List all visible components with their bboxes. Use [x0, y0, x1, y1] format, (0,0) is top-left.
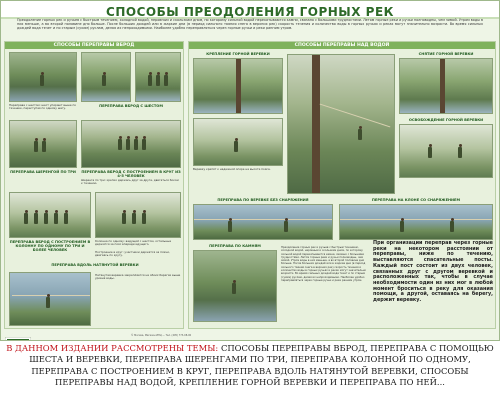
photo-rope-setup	[193, 118, 283, 166]
photo-three-rank-2	[9, 120, 77, 168]
photo-file-column	[9, 192, 91, 238]
figure	[34, 141, 38, 152]
photo-three-rank	[135, 52, 181, 102]
sub-pole: ПЕРЕПРАВА ВБРОД С ШЕСТОМ	[99, 104, 163, 108]
caption-three-rank: Шеренга по три: крепко держась друг за друга, двигаться боком к течению.	[81, 179, 179, 186]
text-column-1: Преодоление горных рек и ручьев с быстрым течением, холодной водой, неровным и скользким дном, по которому сильной водой перекатываются камни, связано с большими трудностями. Летом горные реки и ручьи полноводны, чем зимой. Утром воды в них меньше, а во второй половине дня больше. После больших дождей или в жаркие дни (в период сильного таяния снега в верхних рек) скорость течения и количество воды в горных ручьях и реках могут значительно возрасти. Во время сильных дождей вода течет и по старым (сухим) руслам, делая их непроходимыми. Наиболее удобно переправляться через горные ручьи и реки ранним утром.	[281, 246, 367, 282]
figure	[156, 75, 160, 86]
ford-panel-heading: СПОСОБЫ ПЕРЕПРАВЫ ВБРОД	[5, 42, 183, 49]
sub-no-gear: ПЕРЕПРАВА ПО ВЕРЕВКЕ БЕЗ СНАРЯЖЕНИЯ	[217, 198, 309, 202]
figure	[142, 213, 146, 224]
rope	[194, 219, 333, 220]
photo-tree-tie	[193, 58, 283, 114]
sub-circle: ПЕРЕПРАВА ВБРОД С ПОСТРОЕНИЕМ В КРУГ ИЗ 4-5 ЧЕЛОВЕК	[81, 170, 181, 179]
sub-file-rope: ПЕРЕПРАВА ВБРОД С ПОСТРОЕНИЕМ В КОЛОННУ ПО ОДНОМУ ПО ТРИ И БОЛЕЕ ЧЕЛОВЕК	[9, 240, 91, 253]
figure	[400, 221, 404, 232]
tree-trunk	[236, 59, 241, 114]
caption-file-column: Колонна по одному: ведущий с шестом, остальные держатся за пояс впереди идущего.	[95, 240, 172, 247]
figure	[118, 139, 122, 150]
sub-release: ОСВОБОЖДЕНИЕ ГОРНОЙ ВЕРЕВКИ	[408, 118, 484, 122]
photo-file-column-2	[95, 192, 181, 238]
figure	[450, 221, 454, 232]
caption-circle: Построение в круг: участники держатся за плечи, двигаясь по кругу.	[95, 251, 170, 258]
photo-pole-crossing-2	[81, 52, 131, 102]
figure	[148, 75, 152, 86]
figure	[102, 75, 106, 86]
figure	[34, 213, 38, 224]
figure	[46, 297, 50, 308]
figure	[228, 221, 232, 232]
caption-along-rope: Натянутая веревка закрепляется на обоих берегах выше уровня воды.	[95, 274, 181, 281]
caption-pole: Переправа с шестом: шест упирают выше по течению, переступая по одному шагу.	[9, 104, 76, 111]
rope	[320, 104, 391, 128]
figure	[134, 139, 138, 150]
photo-removal	[399, 58, 493, 114]
figure	[232, 283, 236, 294]
figure	[40, 75, 44, 86]
photo-with-gear	[339, 204, 493, 240]
caption-tree-tie: Веревку крепят к надежной опоре на высоте пояса.	[193, 168, 271, 171]
photo-crossing-branch	[287, 54, 395, 194]
topics-list: СПОСОБЫ ПЕРЕПРАВЫ ВБРОД, ПЕРЕПРАВА С ПОМОЩЬЮ ШЕСТА И ВЕРЕВКИ, ПЕРЕПРАВА ШЕРЕНГАМИ ПО ТРИ, ПЕРЕПРАВА КОЛОННОЙ ПО ОДНОМУ, ПЕРЕПРАВА С ПОСТРОЕНИЕМ В КРУГ, ПЕРЕПРАВА ВДОЛЬ НАТЯНУТОЙ ВЕРЕВКИ, СПОСОБЫ ПЕРЕПРАВЫ НАД ВОДОЙ, КРЕПЛЕНИЕ ГОРНОЙ ВЕРЕВКИ И ПЕРЕПРАВА ПО НЕЙ...	[29, 343, 494, 387]
poster-footer: © Москва, Магазин ИПЦ — Тел. (495) 773-08-00	[131, 334, 192, 337]
photo-no-gear	[193, 204, 333, 240]
topics-description	[6, 343, 494, 399]
topics-lead: В ДАННОМ ИЗДАНИИ РАССМОТРЕНЫ ТЕМЫ:	[6, 343, 219, 353]
sub-pole-three: ПЕРЕПРАВА ШЕРЕНГОЙ ПО ТРИ	[10, 170, 76, 174]
figure	[428, 147, 432, 158]
photo-circle	[81, 120, 181, 168]
poster-title: СПОСОБЫ ПРЕОДОЛЕНИЯ ГОРНЫХ РЕК	[106, 5, 394, 19]
photo-release	[399, 124, 493, 178]
figure	[358, 129, 362, 140]
figure	[126, 139, 130, 150]
sub-with-gear: ПЕРЕПРАВА НА КЛОНЕ СО СНАРЯЖЕНИЕМ	[371, 198, 461, 202]
figure	[164, 75, 168, 86]
figure	[122, 213, 126, 224]
tree-trunk	[312, 55, 320, 194]
figure	[24, 213, 28, 224]
figure	[42, 141, 46, 152]
photo-pole-crossing	[9, 52, 77, 102]
figure	[142, 139, 146, 150]
over-water-panel-heading: СПОСОБЫ ПЕРЕПРАВЫ НАД ВОДОЙ	[189, 42, 495, 49]
tree-trunk	[440, 59, 445, 114]
photo-along-rope	[9, 272, 91, 326]
rope	[340, 219, 493, 220]
rescue-post-note: При организации переправ через горные реки на некотором расстоянии от переправы, ниже по течению, выставляются спасательные посты. Каждый пост состоит из двух человек, связанных друг с другом веревкой и расположенных так, чтобы в случае необходимости один из них мог в любой момент броситься в реку для оказания помощи, а другой, оставаясь на берегу, держит веревку.	[373, 240, 493, 304]
figure	[234, 141, 238, 152]
figure	[458, 147, 462, 158]
rope	[12, 295, 90, 296]
figure	[44, 213, 48, 224]
intro-text: Преодоление горных рек и ручьев с быстрым течением, холодной водой, неровным и скользким дном, по которому сильной водой перекатываются камни, связано с большими трудностями. Летом горные реки и ручьи полноводны, чем зимой. Утром воды в них меньше, а во второй половине дня больше. После больших дождей или в жаркие дни (в период сильного таяния снега в верхних рек) скорость течения и количество воды в горных ручьях и реках могут значительно возрасти. Во время сильных дождей вода течет и по старым (сухим) руслам, делая их непроходимыми. Наиболее удобно переправляться через горные ручьи и реки ранним утром.	[17, 18, 483, 31]
ford-panel	[4, 41, 184, 329]
figure	[284, 221, 288, 232]
sub-rocks: ПЕРЕПРАВА ПО КАМНЯМ	[209, 244, 261, 248]
figure	[54, 213, 58, 224]
sub-along-rope: ПЕРЕПРАВА ВДОЛЬ НАТЯНУТОЙ ВЕРЕВКИ	[51, 263, 139, 267]
photo-rocks	[193, 250, 277, 322]
sub-tree-tie: КРЕПЛЕНИЕ ГОРНОЙ ВЕРЕВКИ	[206, 52, 270, 56]
publisher-logo	[5, 330, 31, 338]
figure	[132, 213, 136, 224]
poster-title-bar	[1, 1, 499, 19]
figure	[64, 213, 68, 224]
sub-removal: СНЯТИЕ ГОРНОЙ ВЕРЕВКИ	[418, 52, 474, 56]
